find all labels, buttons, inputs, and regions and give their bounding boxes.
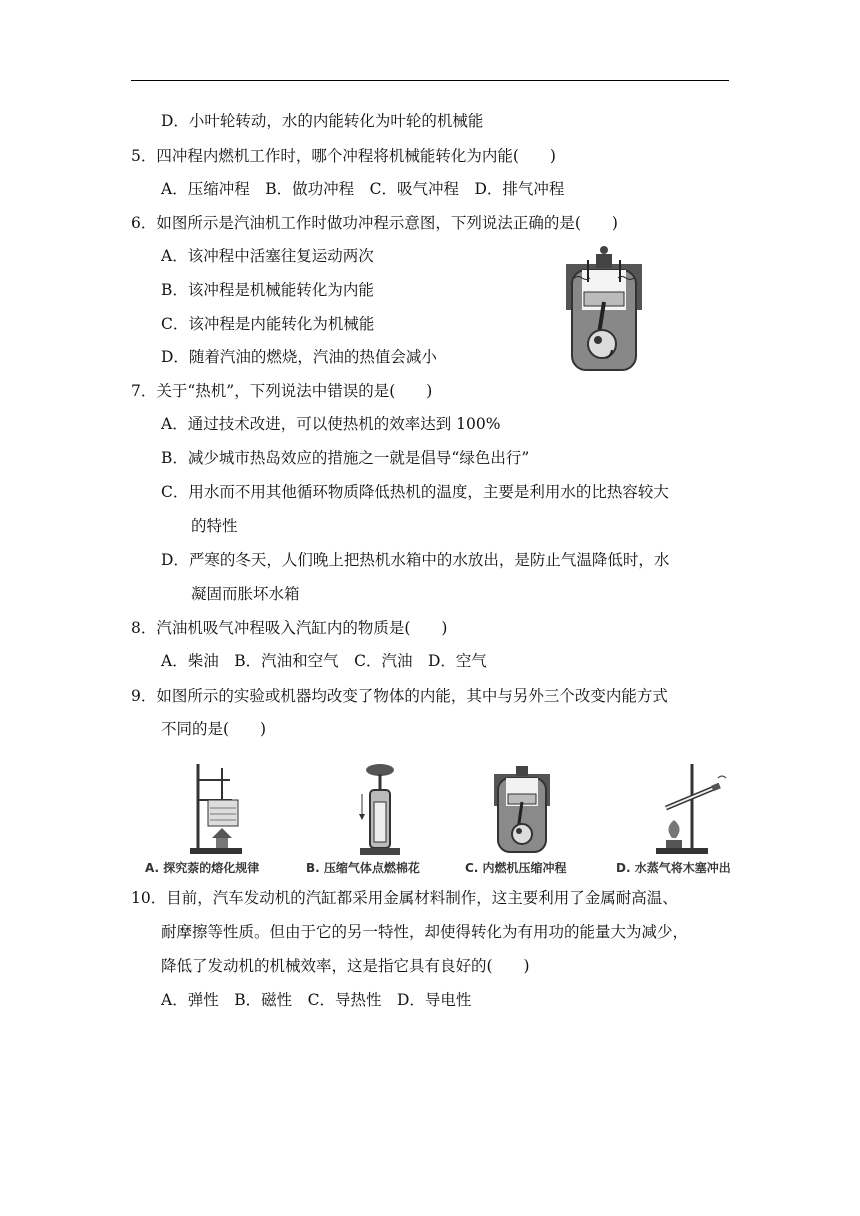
q10-stem-continued-2: 降低了发动机的机械效率，这是指它具有良好的( ) — [161, 957, 530, 975]
figure-d-caption: D. 水蒸气将木塞冲出 — [616, 861, 731, 875]
q7-option-c-continued: 的特性 — [191, 517, 238, 535]
q8-options: A．柴油 B．汽油和空气 C．汽油 D．空气 — [161, 652, 487, 670]
q6-stem: 6．如图所示是汽油机工作时做功冲程示意图，下列说法正确的是( ) — [131, 214, 618, 232]
q6-option-b: B．该冲程是机械能转化为内能 — [161, 281, 374, 299]
q7-option-c: C．用水而不用其他循环物质降低热机的温度，主要是利用水的比热容较大 — [161, 483, 669, 501]
q9-stem: 9．如图所示的实验或机器均改变了物体的内能，其中与另外三个改变内能方式 — [131, 687, 668, 705]
header-rule — [131, 80, 729, 81]
q7-option-d: D．严寒的冬天，人们晚上把热机水箱中的水放出，是防止气温降低时，水 — [161, 551, 670, 569]
figure-a-caption: A. 探究萘的熔化规律 — [145, 861, 260, 875]
q7-option-b: B．减少城市热岛效应的措施之一就是倡导“绿色出行” — [161, 449, 530, 467]
q7-stem: 7．关于“热机”，下列说法中错误的是( ) — [131, 382, 433, 400]
q5-stem: 5．四冲程内燃机工作时，哪个冲程将机械能转化为内能( ) — [131, 147, 556, 165]
q6-option-a: A．该冲程中活塞往复运动两次 — [161, 247, 374, 265]
figure-b-caption: B. 压缩气体点燃棉花 — [306, 861, 420, 875]
naphthalene-melting-figure — [186, 760, 246, 856]
q6-option-c: C．该冲程是内能转化为机械能 — [161, 315, 375, 333]
q7-option-d-continued: 凝固而胀坏水箱 — [191, 585, 300, 603]
q6-option-d: D．随着汽油的燃烧，汽油的热值会减小 — [161, 348, 437, 366]
q10-options: A．弹性 B．磁性 C．导热性 D．导电性 — [161, 991, 472, 1009]
figure-c-caption: C. 内燃机压缩冲程 — [465, 861, 567, 875]
q10-stem: 10．目前，汽车发动机的汽缸都采用金属材料制作，这主要利用了金属耐高温、 — [131, 889, 678, 907]
engine-compression-figure — [492, 760, 552, 856]
q7-option-a: A．通过技术改进，可以使热机的效率达到 100% — [161, 415, 501, 433]
q4-option-d: D．小叶轮转动，水的内能转化为叶轮的机械能 — [161, 112, 484, 130]
q9-stem-continued: 不同的是( ) — [161, 720, 267, 738]
compression-igniter-figure — [350, 760, 410, 856]
q10-stem-continued-1: 耐摩擦等性质。但由于它的另一特性，却使得转化为有用功的能量大为减少， — [161, 923, 689, 941]
steam-cork-figure — [652, 760, 732, 856]
q8-stem: 8．汽油机吸气冲程吸入汽缸内的物质是( ) — [131, 619, 448, 637]
q5-options: A．压缩冲程 B．做功冲程 C．吸气冲程 D．排气冲程 — [161, 180, 565, 198]
engine-power-stroke-figure — [566, 244, 642, 372]
